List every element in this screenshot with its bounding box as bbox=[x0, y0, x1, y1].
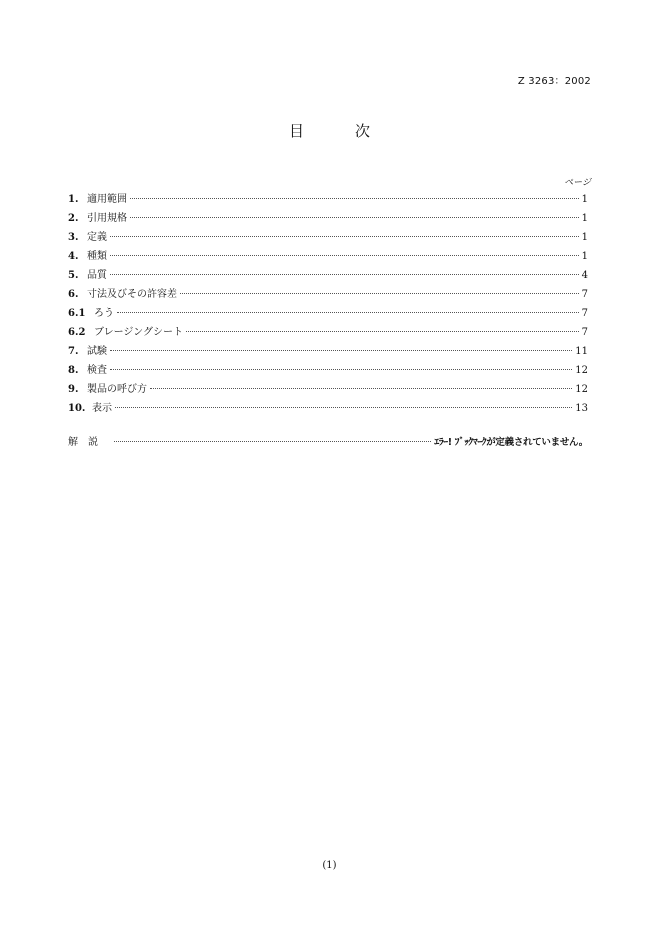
toc-entry-page: 7 bbox=[581, 308, 588, 319]
toc-entry-page: 11 bbox=[575, 346, 588, 357]
toc-entry[interactable] bbox=[68, 399, 588, 418]
toc-entry-number: 6.2 bbox=[68, 327, 86, 338]
toc-entry-number: 2. bbox=[68, 213, 79, 224]
toc-entry-number: 5. bbox=[68, 270, 79, 281]
page-number: (1) bbox=[322, 860, 337, 871]
toc-entry-title: 検査 bbox=[87, 365, 107, 376]
toc-entry[interactable] bbox=[68, 247, 588, 266]
page-column-label: ページ bbox=[564, 178, 591, 188]
toc-entry-title: 定義 bbox=[87, 232, 107, 243]
toc-title: 目 次 bbox=[288, 122, 388, 140]
toc-entry-title: 引用規格 bbox=[87, 213, 127, 224]
toc-subentry[interactable] bbox=[68, 323, 588, 342]
toc-entry-page: 12 bbox=[575, 365, 588, 376]
dot-leader bbox=[110, 350, 572, 351]
toc-entry-page: 7 bbox=[581, 327, 588, 338]
commentary-label: 解説 bbox=[68, 437, 108, 448]
toc-entry-number: 6. bbox=[68, 289, 79, 300]
toc-entry-title: 品質 bbox=[87, 270, 107, 281]
toc-subentry[interactable] bbox=[68, 304, 588, 323]
toc-commentary-entry[interactable] bbox=[68, 433, 588, 452]
toc-entry-title: 製品の呼び方 bbox=[87, 384, 147, 395]
toc-entry-number: 8. bbox=[68, 365, 79, 376]
toc-entry-number: 10. bbox=[68, 403, 86, 414]
toc-entry-page: 1 bbox=[581, 213, 588, 224]
toc-entry[interactable] bbox=[68, 342, 588, 361]
dot-leader bbox=[150, 388, 572, 389]
commentary-page-error: ｴﾗｰ! ﾌﾞｯｸﾏｰｸが定義されていません。 bbox=[434, 437, 588, 448]
toc-entry[interactable] bbox=[68, 190, 588, 209]
toc-entry-page: 4 bbox=[581, 270, 588, 281]
dot-leader bbox=[114, 441, 431, 442]
toc-entry-number: 6.1 bbox=[68, 308, 86, 319]
dot-leader bbox=[110, 236, 579, 237]
toc-entry[interactable] bbox=[68, 209, 588, 228]
dot-leader bbox=[117, 312, 579, 313]
toc-entry[interactable] bbox=[68, 361, 588, 380]
toc-entry-number: 1. bbox=[68, 194, 79, 205]
toc-entry[interactable] bbox=[68, 285, 588, 304]
toc-entry-page: 1 bbox=[581, 251, 588, 262]
dot-leader bbox=[186, 331, 579, 332]
toc-entry-number: 9. bbox=[68, 384, 79, 395]
toc-entry-number: 7. bbox=[68, 346, 79, 357]
toc-entry-title: 表示 bbox=[92, 403, 112, 414]
toc-entry-title: 種類 bbox=[87, 251, 107, 262]
toc-entry-title: 適用範囲 bbox=[87, 194, 127, 205]
standard-code: Z 3263：2002 bbox=[517, 76, 591, 87]
toc-entry[interactable] bbox=[68, 380, 588, 399]
toc-entry-title: ブレージングシート bbox=[94, 327, 183, 338]
dot-leader bbox=[130, 198, 579, 199]
toc-entry-title: 試験 bbox=[87, 346, 107, 357]
dot-leader bbox=[110, 274, 579, 275]
toc-entry-page: 7 bbox=[581, 289, 588, 300]
dot-leader bbox=[110, 255, 579, 256]
toc-entry-page: 13 bbox=[575, 403, 588, 414]
toc-entry-number: 3. bbox=[68, 232, 79, 243]
dot-leader bbox=[130, 217, 579, 218]
dot-leader bbox=[180, 293, 579, 294]
toc-entry-page: 12 bbox=[575, 384, 588, 395]
toc-entry-title: ろう bbox=[94, 308, 114, 319]
toc-entry[interactable] bbox=[68, 228, 588, 247]
dot-leader bbox=[110, 369, 572, 370]
toc-entry-page: 1 bbox=[581, 232, 588, 243]
toc-entry-number: 4. bbox=[68, 251, 79, 262]
table-of-contents bbox=[68, 190, 588, 418]
dot-leader bbox=[115, 407, 572, 408]
toc-entry-title: 寸法及びその許容差 bbox=[87, 289, 177, 300]
toc-entry-page: 1 bbox=[581, 194, 588, 205]
toc-entry[interactable] bbox=[68, 266, 588, 285]
